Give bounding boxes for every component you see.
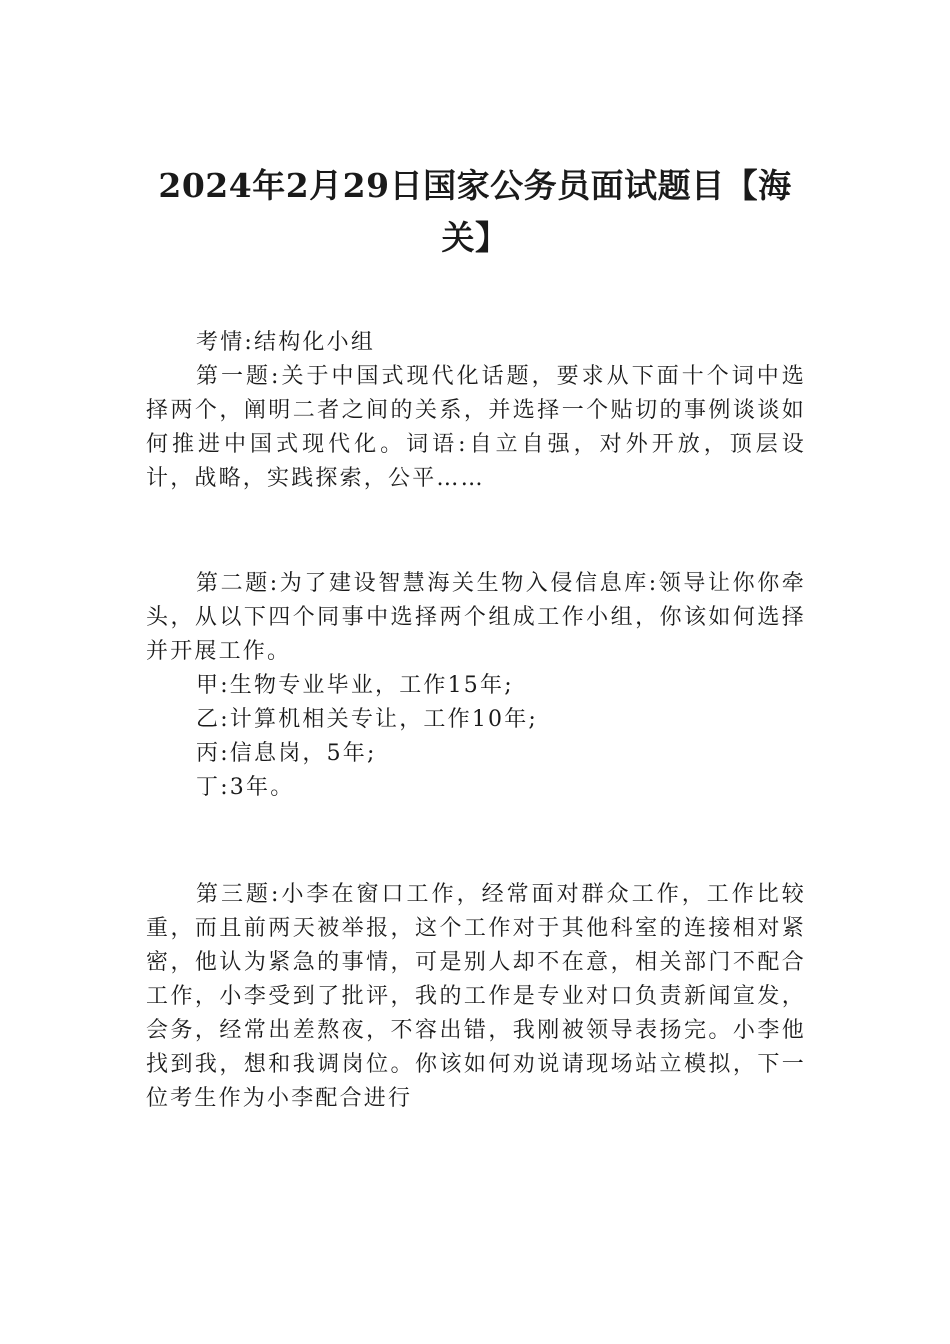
candidate-item: 丁:3年。 [196,775,295,800]
candidate-item: 丙:信息岗，5年; [196,741,377,766]
document-title: 2024年2月29日国家公务员面试题目【海关】 [158,166,792,257]
question-2: 第二题:为了建设智慧海关生物入侵信息库:领导让你你牵头，从以下四个同事中选择两个组成工作小组，你该如何选择并开展工作。 [146,571,806,664]
question-block-2 [146,567,806,805]
question-1: 第一题:关于中国式现代化话题，要求从下面十个词中选择两个，阐明二者之间的关系，并选择一个贴切的事例谈谈如何推进中国式现代化。词语:自立自强，对外开放，顶层设计，战略，实践探索，公平…… [146,364,806,491]
question-block-3 [146,878,806,1116]
question-block-1 [146,326,806,496]
question-3: 第三题:小李在窗口工作，经常面对群众工作，工作比较重，而且前两天被举报，这个工作对于其他科室的连接相对紧密，他认为紧急的事情，可是别人却不在意，相关部门不配合工作，小李受到了批评，我的工作是专业对口负责新闻宣发，会务，经常出差熬夜，不容出错，我刚被领导表扬完。小李他找到我，想和我调岗位。你该如何劝说请现场站立模拟，下一位考生作为小李配合进行 [146,882,806,1111]
candidate-item: 甲:生物专业毕业，工作15年; [196,673,514,698]
candidate-item: 乙:计算机相关专让，工作10年; [196,707,539,732]
exam-info: 考情:结构化小组 [196,330,376,355]
